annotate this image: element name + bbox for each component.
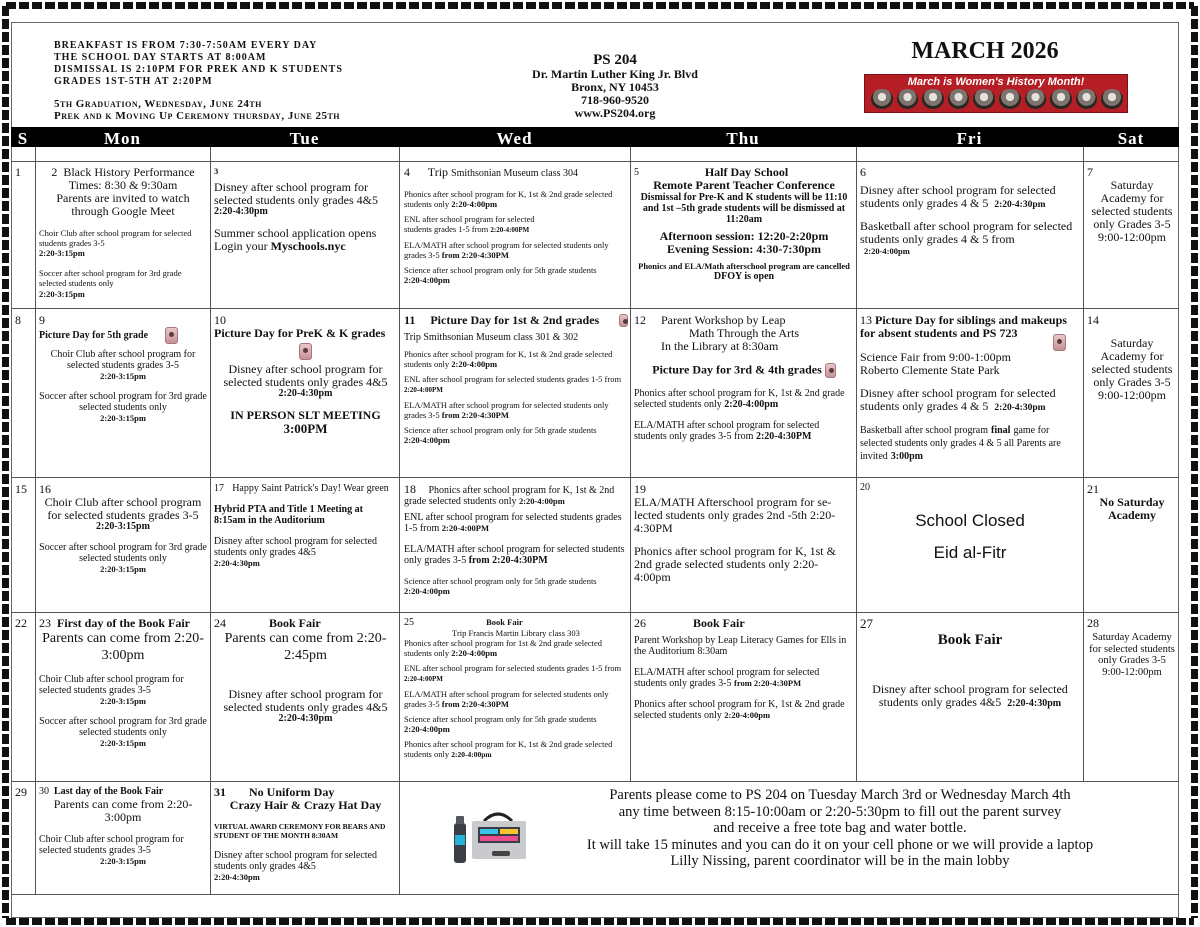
date-number: 10 <box>214 314 226 327</box>
date-number: 5 <box>634 167 639 178</box>
camera-icon <box>1053 334 1066 351</box>
program-time: 9:00-12:00pm <box>1098 388 1166 402</box>
book-fair-end: Last day of the Book Fair <box>54 786 164 797</box>
picture-day: Picture Day for 1st & 2nd grades <box>430 314 600 327</box>
notice-line: It will take 15 minutes and you can do it on your cell phone or we will provide a laptop <box>586 836 1094 853</box>
event-times: Times: 8:30 & 9:30am <box>68 178 178 192</box>
login-text: Login your <box>214 239 268 253</box>
notice-line: Lilly Nissing, parent coordinator will be in the main lobby <box>670 853 1010 869</box>
sun-date-1: 1 <box>15 166 21 178</box>
day-cell-5 <box>634 166 854 306</box>
school-name: PS 204 <box>593 52 637 68</box>
school-phone: 718-960-9520 <box>581 93 649 107</box>
myschools-link[interactable]: Myschools.nyc <box>270 239 346 253</box>
date-number: 3 <box>214 166 219 176</box>
day-cell-7 <box>1087 166 1177 306</box>
event-title: Black History Performance <box>63 166 195 179</box>
date-number: 12 <box>634 314 646 327</box>
award-ceremony: VIRTUAL AWARD CEREMONY FOR BEARS AND STUDENT OF THE MONTH 8:30AM <box>214 822 386 840</box>
sun-date-29: 29 <box>15 786 27 798</box>
banner-text: March is Women's History Month! <box>907 76 1085 88</box>
notice-line: and receive a free tote bag and water bottle. <box>713 820 967 836</box>
school-address2: Bronx, NY 10453 <box>571 80 659 94</box>
program-choir: Choir Club after school program for selected students grades 3-5 <box>39 228 192 248</box>
ela-math-program: ELA/MATH Afterschool program for se-lected students only grades 2nd -5th 2:20-4:30PM <box>634 495 836 535</box>
womens-history-banner <box>864 74 1128 113</box>
date-number: 11 <box>404 314 416 327</box>
evening-session: Evening Session: 4:30-7:30pm <box>666 242 821 256</box>
crazy-hair-day: Crazy Hair & Crazy Hat Day <box>229 798 382 812</box>
camera-icon <box>165 327 178 344</box>
day-thu: Thu <box>726 129 760 148</box>
saturday-academy: Saturday Academy for selected students only Grades 3-5 <box>1091 178 1173 231</box>
day-cell-19 <box>634 483 854 609</box>
sun-date-15: 15 <box>15 483 27 495</box>
day-cell-6: 6 Disney after school program for selected students only grades 4 & 5 2:20-4:30pm Basketball after school program for selected students only grades 4 & 5 from 2:20-4:00pm <box>860 166 1080 306</box>
program-time: 9:00-12:00pm <box>1098 230 1166 244</box>
day-tue: Tue <box>289 129 320 148</box>
day-cell-16: 16 Choir Club after school program for selected students grades 3-5 2:20-3:15pm Soccer after school program for 3rd grade selected students only 2:20-3:15pm <box>39 483 207 574</box>
date-number: 6 <box>860 166 866 179</box>
picture-day: Picture Day for 5th grade <box>39 329 149 341</box>
note-graduation: 5th Graduation, Wednesday, June 24th <box>54 98 262 110</box>
date-number: 30 <box>39 786 49 797</box>
date-number: 31 <box>214 786 226 799</box>
date-number: 24 <box>214 617 226 630</box>
date-number: 27 <box>860 617 873 631</box>
date-number: 14 <box>1087 314 1099 327</box>
date-number: 2 <box>51 166 58 179</box>
book-fair: Book Fair <box>693 617 745 630</box>
st-patricks: Happy Saint Patrick's Day! Wear green <box>232 483 389 494</box>
dfoy: DFOY is open <box>713 271 775 282</box>
day-cell-24: 24 Book Fair Parents can come from 2:20-2:45pm Disney after school program for selected students only grades 4&5 2:20-4:30pm <box>214 617 388 724</box>
day-cell-9: 9 Picture Day for 5th grade Choir Club after school program for selected students grades 3-5 2:20-3:15pm Soccer after school program for 3rd grade selected students only 2:20-3:15pm <box>39 314 207 423</box>
program-soccer: Soccer after school program for 3rd grade selected students only <box>39 268 182 288</box>
book-fair: Book Fair <box>486 617 523 627</box>
note-breakfast: BREAKFAST IS FROM 7:30-7:50AM EVERY DAY <box>54 40 318 51</box>
date-number: 18 <box>404 483 416 496</box>
day-cell-12: 12 Parent Workshop by Leap Math Through the Arts In the Library at 8:30am Picture Day for 3rd & 4th grades Phonics after school program for K, 1st & 2nd grade selected students only 2:20-4:00pm ELA/MATH after school program for selected students only grades 3-5 from 2:20-4:30PM <box>634 314 845 442</box>
event-note: Parents are invited to watch through Google Meet <box>56 191 190 218</box>
day-cell-17: 17 Happy Saint Patrick's Day! Wear green Hybrid PTA and Title 1 Meeting at 8:15am in the Auditorium Disney after school program for selected students only grades 4&5 2:20-4:30pm <box>214 483 397 609</box>
day-sun: S <box>17 129 29 148</box>
note-dismissal-grades: GRADES 1ST-5TH AT 2:20PM <box>54 76 213 87</box>
picture-day: Picture Day for 3rd & 4th grades <box>652 362 822 377</box>
note-dismissal-prek: DISMISSAL IS 2:10PM FOR PREK AND K STUDENTS <box>54 64 343 75</box>
date-number: 9 <box>39 314 45 327</box>
program-time: 2:20-3:15pm <box>39 289 85 299</box>
saturday-academy: Saturday Academy for selected students only Grades 3-5 <box>1091 336 1173 389</box>
trip-label: Trip <box>427 166 449 179</box>
day-cell-11: 11 Picture Day for 1st & 2nd grades Trip Smithsonian Museum class 301 & 302 Phonics after school program for K, 1st & 2nd grade selected students only 2:20-4:00pm ENL after school program for selected students grades 1-5 from 2:20-4:00PM ELA/MATH after school program for selected students only grades 3-5 from 2:20-4:30PM Science after school program only for 5th grade students 2:20-4:00pm <box>404 314 628 474</box>
day-cell-20 <box>860 483 1080 609</box>
day-cell-27: 27 Book Fair Disney after school program for selected students only grades 4&5 2:20-4:30pm <box>860 617 1080 779</box>
school-website[interactable]: www.PS204.org <box>574 106 656 120</box>
day-mon: Mon <box>104 129 141 148</box>
weekday-header <box>11 127 1179 147</box>
half-day: Half Day School <box>704 166 789 179</box>
ptc: Remote Parent Teacher Conference <box>653 178 835 192</box>
camera-icon <box>619 314 628 327</box>
day-cell-13: 13 Picture Day for siblings and makeups for absent students and PS 723 Science Fair from 9:00-1:00pm Roberto Clemente State Park Disney after school program for selected students only grades 4 & 5 2:20-4:30pm Basketball after school program final game for selected students only grades 4 & 5 all Parents are invited 3:00pm <box>860 314 1067 462</box>
camera-icon <box>299 343 312 360</box>
date-number: 25 <box>404 617 414 628</box>
program-disney: Disney after school program for selected students only grades 4&5 <box>214 180 378 207</box>
day-cell-21 <box>1087 483 1177 609</box>
slt-meeting: IN PERSON SLT MEETING <box>230 408 381 422</box>
date-number: 23 <box>39 617 51 630</box>
note-start: THE SCHOOL DAY STARTS AT 8:00AM <box>54 52 267 63</box>
day-cell-23: 23 First day of the Book Fair Parents can come from 2:20-3:00pm Choir Club after school program for selected students grades 3-5 2:20-3:15pm Soccer after school program for 3rd grade selected students only 2:20-3:15pm <box>39 617 207 748</box>
program-time: 2:20-4:30pm <box>214 206 268 217</box>
notice-text <box>530 787 1150 870</box>
date-number: 21 <box>1087 483 1099 496</box>
month-title: MARCH 2026 <box>911 38 1059 64</box>
school-info <box>470 52 760 120</box>
saturday-academy: Saturday Academy for selected students only Grades 3-5 <box>1089 632 1175 666</box>
slt-time: 3:00PM <box>283 421 328 436</box>
date-number: 7 <box>1087 166 1093 179</box>
date-number: 28 <box>1087 617 1099 630</box>
sun-date-22: 22 <box>15 617 27 629</box>
day-wed: Wed <box>496 129 533 148</box>
day-cell-18: 18 Phonics after school program for K, 1st & 2nd grade selected students only 2:20-4:00pm ENL after school program for selected students grades 1-5 from 2:20-4:00PM ELA/MATH after school program for selected students only grades 3-5 from 2:20-4:30PM Science after school program only for 5th grade students 2:20-4:00pm <box>404 483 625 596</box>
schedule-notes <box>54 40 374 122</box>
pta-meeting: Hybrid PTA and Title 1 Meeting at 8:15am in the Auditorium <box>214 504 363 526</box>
border-top <box>6 2 1194 9</box>
book-fair: Book Fair <box>269 617 321 630</box>
no-saturday-academy: No Saturday Academy <box>1099 495 1165 522</box>
programs-cancelled: Phonics and ELA/Math afterschool program are cancelled <box>638 261 850 271</box>
date-number: 26 <box>634 617 646 630</box>
picture-day: Picture Day for siblings and makeups for absent students and PS 723 <box>860 314 1067 340</box>
notice-line: Parents please come to PS 204 on Tuesday March 3rd or Wednesday March 4th <box>609 787 1071 803</box>
border-right <box>1191 6 1198 918</box>
date-number: 13 <box>860 314 872 327</box>
summer-school: Summer school application opens <box>214 226 377 240</box>
date-number: 4 <box>404 166 410 179</box>
day-cell-31: 31 No Uniform Day Crazy Hair & Crazy Hat Day VIRTUAL AWARD CEREMONY FOR BEARS AND STUDENT OF THE MONTH 8:30AM Disney after school program for selected students only grades 4&5 2:20-4:30pm <box>214 786 397 892</box>
day-cell-14 <box>1087 314 1177 474</box>
border-bottom <box>6 918 1194 925</box>
date-number: 16 <box>39 483 51 496</box>
day-cell-25: 25 Book Fair Trip Francis Martin Library class 303 Phonics after school program for 1st & 2nd grade selected students only 2:20-4:00pm ENL after school program for selected students grades 1-5 from 2:20-4:00PM ELA/MATH after school program for selected students only grades 3-5 from 2:20-4:30PM Science after school program only for 5th grade students 2:20-4:00pm Phonics after school program for K, 1st & 2nd grade selected students only 2:20-4:00pm <box>404 617 622 759</box>
sun-date-8: 8 <box>15 314 21 326</box>
camera-icon <box>825 363 836 378</box>
day-sat: Sat <box>1117 129 1145 148</box>
notice-line: any time between 8:15-10:00am or 2:20-5:30pm to fill out the parent survey <box>618 803 1062 820</box>
date-number: 20 <box>860 483 870 493</box>
portraits-image <box>871 89 1123 109</box>
tote-bag-image <box>452 811 530 867</box>
phonics-program: Phonics after school program for K, 1st & 2nd grade selected students only 2:20-4:00pm <box>634 544 836 584</box>
note-moving-up: Prek and k Moving Up Ceremony thursday, June 25th <box>54 110 341 122</box>
day-cell-2 <box>39 166 207 306</box>
day-cell-28 <box>1087 617 1177 779</box>
school-closed: School Closed <box>915 511 1025 530</box>
book-fair-start: First day of the Book Fair <box>57 617 190 630</box>
trip-detail: Smithsonian Museum class 304 <box>451 168 578 179</box>
book-fair: Book Fair <box>937 632 1003 648</box>
dismissal-note: Dismissal for Pre-K and K students will be 11:10 and 1st –5th grade students will be dismissed at 11:20am <box>640 192 848 225</box>
holiday-name: Eid al-Fitr <box>933 543 1007 562</box>
day-cell-10: 10 Picture Day for PreK & K grades Disney after school program for selected students only grades 4&5 2:20-4:30pm IN PERSON SLT MEETING 3:00PM <box>214 314 397 474</box>
school-address1: Dr. Martin Luther King Jr. Blvd <box>532 67 698 81</box>
parent-survey-notice <box>400 785 1178 893</box>
day-cell-26: 26 Book Fair Parent Workshop by Leap Literacy Games for Ells in the Auditorium 8:30am ELA/MATH after school program for selected students only grades 3-5 from 2:20-4:30PM Phonics after school program for K, 1st & 2nd grade selected students only 2:20-4:00pm <box>634 617 847 721</box>
picture-day: Picture Day for PreK & K grades <box>214 326 386 340</box>
date-number: 19 <box>634 483 646 496</box>
day-cell-4: 4 Trip Smithsonian Museum class 304 Phonics after school program for K, 1st & 2nd grade selected students only 2:20-4:00pm ENL after school program for selected students grades 1-5 from 2:20-4:00PM ELA/MATH after school program for selected students only grades 3-5 from 2:20-4:30PM Science after school program only for 5th grade students 2:20-4:00pm <box>404 166 613 285</box>
no-uniform-day: No Uniform Day <box>249 786 335 799</box>
border-left <box>2 6 9 918</box>
day-fri: Fri <box>956 129 983 148</box>
date-number: 17 <box>214 483 224 494</box>
day-cell-30: 30 Last day of the Book Fair Parents can come from 2:20-3:00pm Choir Club after school program for selected students grades 3-5 2:20-3:15pm <box>39 786 193 866</box>
afternoon-session: Afternoon session: 12:20-2:20pm <box>659 229 829 243</box>
day-cell-3 <box>214 166 397 306</box>
program-time: 9:00-12:00pm <box>1102 666 1162 678</box>
program-time: 2:20-3:15pm <box>39 248 85 258</box>
